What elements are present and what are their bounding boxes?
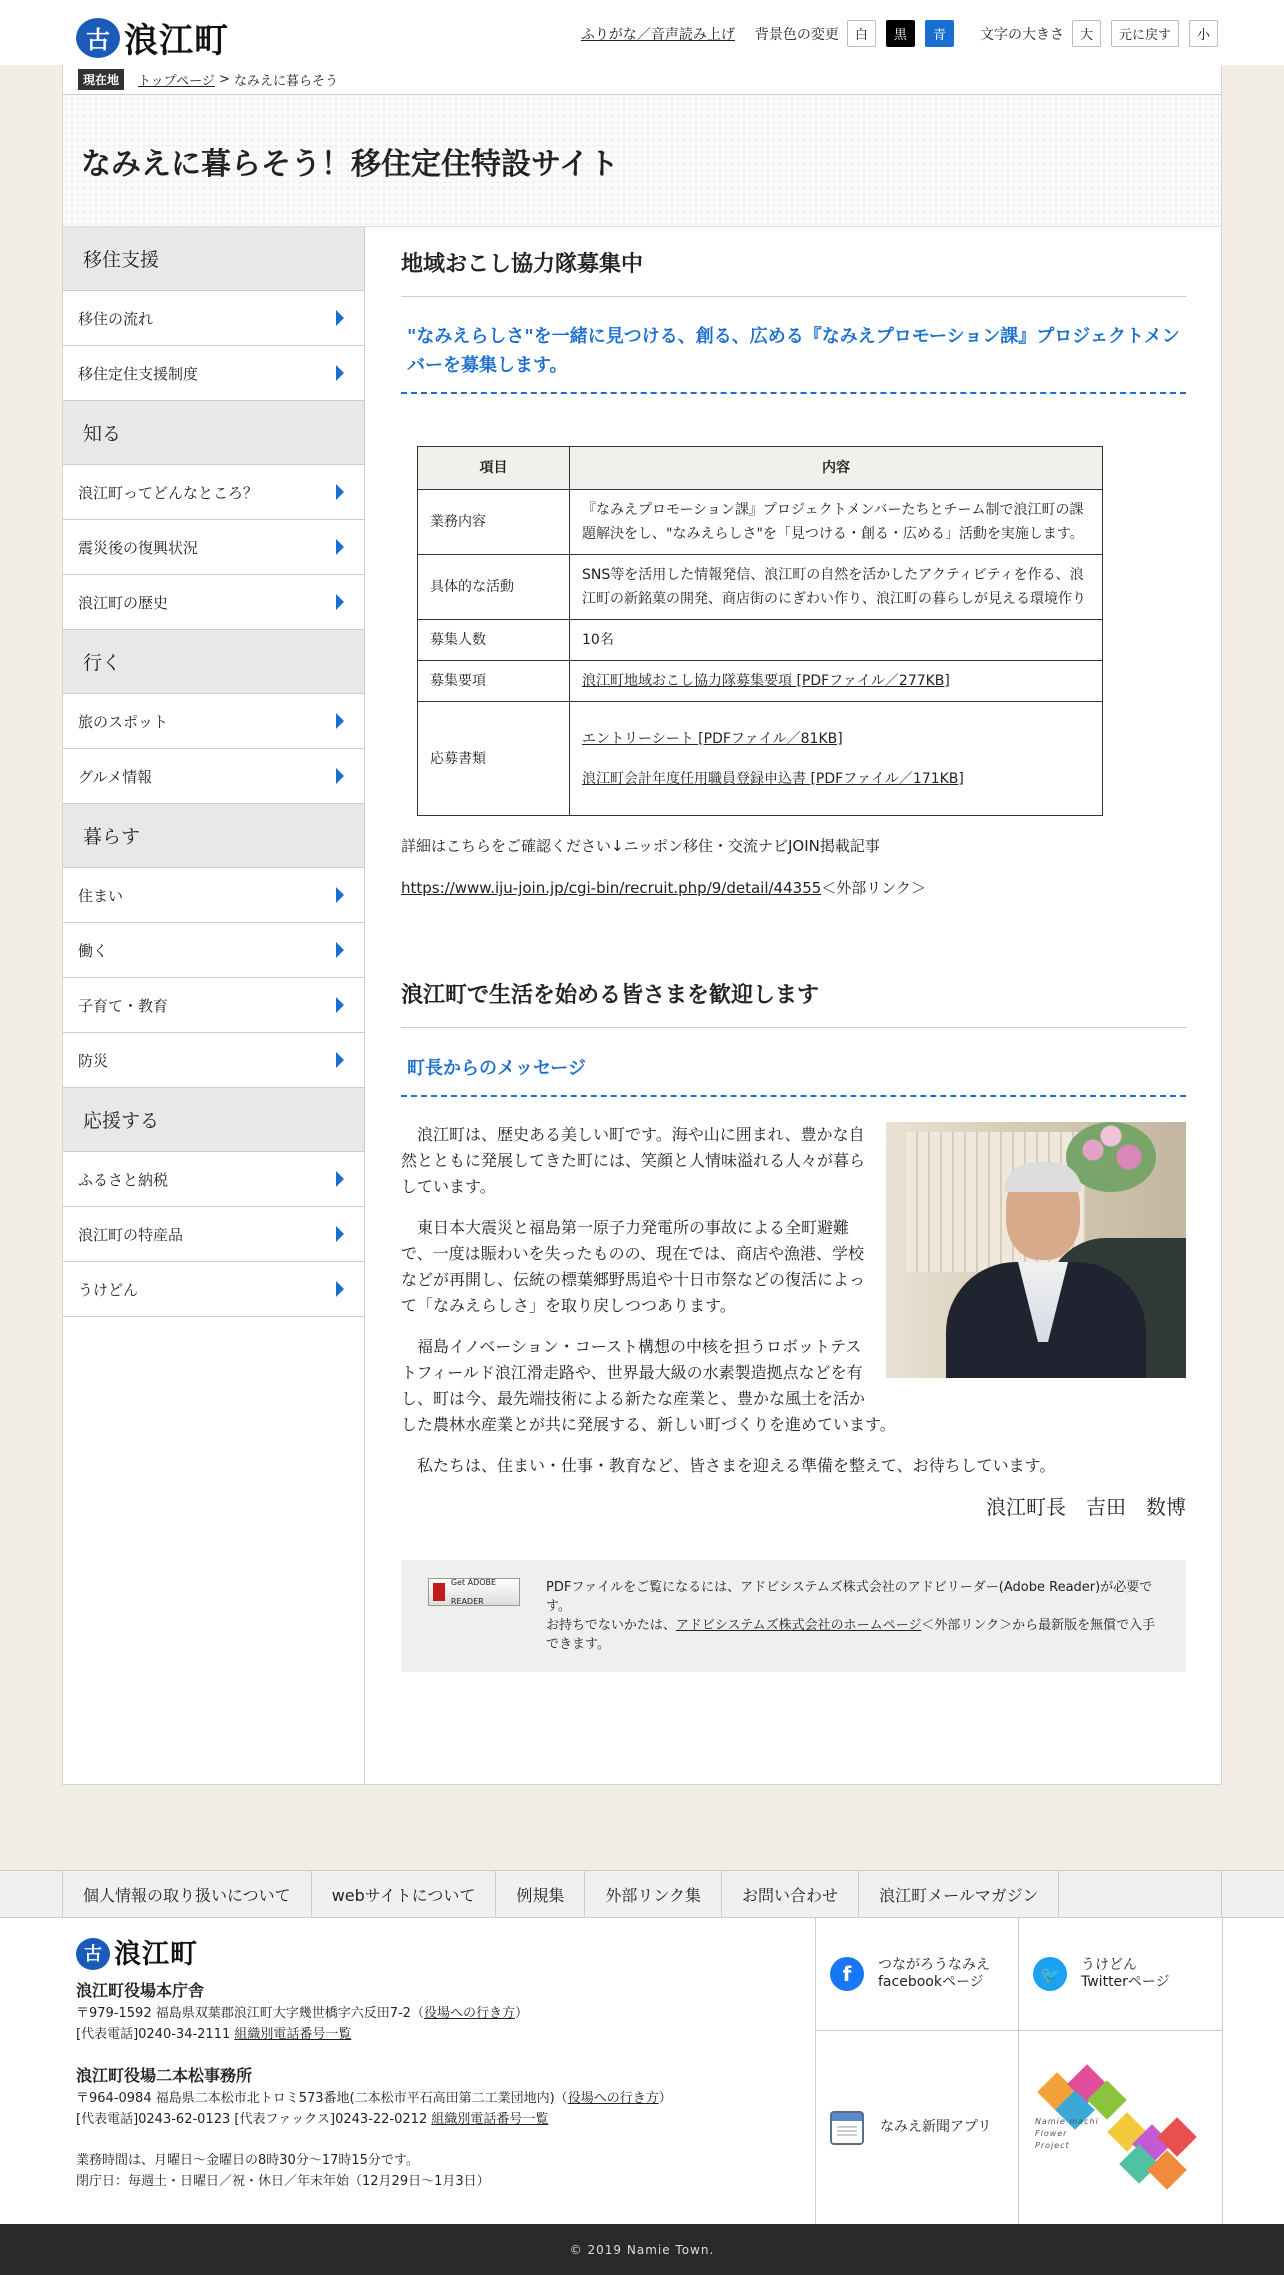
office1-access-link[interactable]: 役場への行き方 [423,2006,515,2021]
breadcrumb [63,65,1221,95]
sidebar [63,227,364,1317]
footer-links-grid [815,1918,1222,2224]
table-cell-key: 応募書類 [418,702,570,816]
font-reset-button[interactable]: 元に戻す [1111,20,1179,47]
section-title-recruit: 地域おこし協力隊募集中 [401,227,1186,297]
arrow-right-icon [336,365,344,381]
breadcrumb-here-badge: 現在地 [78,69,124,90]
office1-address-line [76,2003,672,2024]
sidebar-item-label: 働く [78,941,109,960]
accessibility-tools [581,20,1218,47]
table-cell-key: 募集人数 [418,620,570,661]
arrow-right-icon [336,887,344,903]
sidebar-item-label: ふるさと納税 [78,1170,169,1189]
sidebar-item-label: 移住定住支援制度 [78,364,199,383]
site-footer [0,1918,1284,2224]
font-large-button[interactable]: 大 [1072,20,1101,47]
office2-tel-line [76,2109,672,2130]
facebook-icon: f [830,1957,864,1991]
office1-tel: [代表電話]0240-34-2111 [76,2027,231,2042]
footer-nav [0,1870,1284,1918]
sidebar-item-history[interactable] [63,575,364,630]
site-header [0,0,1284,65]
sidebar-item-label: うけどん [78,1280,139,1299]
footer-contact [76,1938,672,2192]
message-paragraph: 私たちは、住まい・仕事・教育など、皆さまを迎える準備を整えて、お待ちしています。 [417,1456,1056,1475]
table-cell-value [570,661,1103,702]
facebook-sublabel: facebookページ [878,1974,984,1990]
sidebar-item-work[interactable] [63,923,364,978]
bg-blue-button[interactable]: 青 [925,20,954,47]
office2-name: 浪江町役場二本松事務所 [76,2066,253,2085]
message-paragraph: 浪江町は、歴史ある美しい町です。海や山に囲まれ、豊かな自然とともに発展してきた町には、笑顔と人情味溢れる人々が暮らしています。 [401,1125,866,1196]
external-link-note: ＜外部リンク＞ [821,879,926,897]
message-paragraph: 東日本大震災と福島第一原子力発電所の事故による全町避難で、一度は賑わいを失ったものの、現在では、商店や漁港、学校などが再開し、伝統の標葉郷野馬追や十日市祭などの復活によって「なみえらしさ」を取り戻しつつあります。 [401,1218,866,1315]
adobe-homepage-link[interactable]: アドビシステムズ株式会社のホームページ [675,1618,922,1633]
section-subtitle-mayor: 町長からのメッセージ [401,1028,1186,1097]
closed-days: 閉庁日：毎週土・日曜日／祝・休日／年末年始（12月29日～1月3日） [76,2174,490,2189]
copyright: © 2019 Namie Town. [0,2224,1284,2275]
office2-address: 〒964-0984 福島県二本松市北トロミ573番地(二本松市平石高田第二工業団地内)（ [76,2091,568,2106]
sidebar-heading: 行く [63,630,364,694]
table-cell-value [570,702,1103,816]
table-header-row [418,447,1103,490]
facebook-label: つながろうなみえ [878,1957,990,1973]
guideline-pdf-link[interactable]: 浪江町地域おこし協力隊募集要項 [PDFファイル／277KB] [582,673,950,689]
twitter-sublabel: Twitterページ [1081,1974,1170,1990]
arrow-right-icon [336,1226,344,1242]
footer-link-mailmagazine[interactable]: 浪江町メールマガジン [859,1871,1059,1917]
table-row [418,555,1103,620]
newspaper-app-label: なみえ新聞アプリ [880,2119,992,2135]
table-row [418,661,1103,702]
flower-project-link[interactable] [1019,2031,1223,2224]
sidebar-item-recovery[interactable] [63,520,364,575]
bg-black-button[interactable]: 黒 [886,20,915,47]
twitter-label: うけどん [1081,1957,1137,1973]
table-cell-key: 募集要項 [418,661,570,702]
flower-project-text: Namie machi Flower Project [1035,2116,1099,2150]
footer-link-privacy[interactable]: 個人情報の取り扱いについて [63,1871,312,1917]
arrow-right-icon [336,539,344,555]
get-adobe-reader-label: Get ADOBE READER [450,1578,497,1606]
pdf-notice-suffix: から最新版を無償で入手できます。 [546,1618,1156,1652]
read-aloud-link[interactable]: ふりがな／音声読み上げ [580,26,735,43]
pdf-notice-line2 [546,1616,1162,1654]
table-row [418,620,1103,661]
join-detail-link[interactable]: https://www.iju-join.jp/cgi-bin/recruit.php/9/detail/44355 [401,879,822,897]
detail-text: 詳細はこちらをご確認ください↓ニッポン移住・交流ナビJOIN掲載記事 [401,837,880,855]
office1-phone-list-link[interactable]: 組織別電話番号一覧 [234,2027,352,2042]
sidebar-item-label: グルメ情報 [78,767,153,786]
office1-address: 〒979-1592 福島県双葉郡浪江町大字幾世橋字六反田7-2（ [76,2006,424,2021]
sidebar-item-label: 移住の流れ [78,309,154,328]
sidebar-item-support[interactable] [63,346,364,401]
arrow-right-icon [336,1171,344,1187]
section-title-welcome: 浪江町で生活を始める皆さまを歓迎します [401,958,1186,1028]
bg-color-label: 背景色の変更 [754,26,839,43]
footer-logo-text: 浪江町 [114,1938,198,1970]
sidebar-item-about[interactable] [63,465,364,520]
office2-tel: [代表電話]0243-62-0123 [代表ファックス]0243-22-0212 [76,2112,428,2127]
flower-project-logo [1033,2068,1208,2188]
office2-phone-list-link[interactable]: 組織別電話番号一覧 [431,2112,549,2127]
arrow-right-icon [336,1052,344,1068]
sidebar-heading: 暮らす [63,804,364,868]
paren-close: ） [514,2006,528,2021]
sidebar-heading: 応援する [63,1088,364,1152]
mayor-signature: 浪江町長 吉田 数博 [986,1495,1186,1519]
site-logo[interactable] [76,13,229,62]
twitter-icon: 🐦 [1033,1957,1067,1991]
hero-banner [63,95,1221,227]
section-subtitle-recruit: "なみえらしさ"を一緒に見つける、創る、広める『なみえプロモーション課』プロジェクトメンバーを募集します。 [401,297,1186,394]
page-title: なみえに暮らそう！移住定住特設サイト [81,146,619,182]
pdf-notice-text [546,1578,1162,1654]
table-cell-key: 業務内容 [418,490,570,555]
recruit-table [417,446,1103,816]
sidebar-heading: 知る [63,401,364,465]
mayor-message [401,1122,1186,1520]
pdf-notice [401,1560,1186,1672]
registration-form-pdf-link[interactable]: 浪江町会計年度任用職員登録申込書 [PDFファイル／171KB] [582,770,964,787]
office2-address-line [76,2088,672,2109]
sidebar-item-flow[interactable] [63,291,364,346]
main-content [364,227,1222,1785]
message-paragraph: 福島イノベーション・コースト構想の中核を担うロボットテストフィールド浪江滑走路や、世界最大級の水素製造拠点などを有し、町は今、最先端技術による新たな産業と、豊かな風土を活かした農林水産業とが共に発展する、新しい町づくりを進めています。 [401,1337,896,1434]
sidebar-item-products[interactable] [63,1207,364,1262]
sidebar-item-label: 子育て・教育 [78,996,169,1015]
sidebar-item-housing[interactable] [63,868,364,923]
sidebar-item-gourmet[interactable] [63,749,364,804]
office1-name: 浪江町役場本庁舎 [76,1981,205,2000]
sidebar-heading: 移住支援 [63,227,364,291]
entry-sheet-pdf-link[interactable]: エントリーシート [PDFファイル／81KB] [582,730,843,747]
table-header-item: 項目 [418,447,570,490]
town-emblem-icon: 古 [76,18,120,58]
office2-access-link[interactable]: 役場への行き方 [567,2091,659,2106]
get-adobe-reader-button[interactable] [428,1578,520,1606]
mayor-photo [886,1122,1186,1378]
sidebar-item-ukedon[interactable] [63,1262,364,1317]
sidebar-item-label: 浪江町ってどんなところ？ [78,483,259,502]
sidebar-item-label: 防災 [78,1051,109,1070]
footer-link-regulations[interactable]: 例規集 [496,1871,585,1917]
pdf-notice-line1: PDFファイルをご覧になるには、アドビシステムズ株式会社のアドビリーダー(Adobe Reader)が必要です。 [546,1580,1153,1614]
font-size-label: 文字の大きさ [979,26,1064,43]
sidebar-item-education[interactable] [63,978,364,1033]
arrow-right-icon [336,768,344,784]
logo-text: 浪江町 [124,21,229,61]
font-small-button[interactable]: 小 [1189,20,1218,47]
sidebar-item-label: 浪江町の特産品 [78,1225,184,1244]
table-cell-value: 『なみえプロモーション課』プロジェクトメンバーたちとチーム制で浪江町の課題解決をし、"なみえらしさ"を「見つける・創る・広める」活動を実施します。 [570,490,1103,555]
office-hours: 業務時間は、月曜日～金曜日の8時30分～17時15分です。 [76,2153,419,2168]
table-cell-key: 具体的な活動 [418,555,570,620]
content-container [62,65,1222,1785]
arrow-right-icon [336,713,344,729]
town-emblem-icon: 古 [76,1938,110,1970]
arrow-right-icon [336,1281,344,1297]
arrow-right-icon [336,594,344,610]
pdf-notice-prefix: お持ちでないかたは、 [546,1618,676,1633]
bg-white-button[interactable]: 白 [847,20,876,47]
arrow-right-icon [336,310,344,326]
breadcrumb-current: なみえに暮らそう [234,74,339,89]
paren-close: ） [658,2091,672,2106]
sidebar-item-label: 震災後の復興状況 [78,538,199,557]
detail-link-line [401,876,1186,900]
sidebar-item-label: 住まい [78,886,124,905]
footer-link-contact[interactable]: お問い合わせ [722,1871,859,1917]
sidebar-item-disaster[interactable] [63,1033,364,1088]
sidebar-item-label: 浪江町の歴史 [78,593,169,612]
external-link-note: ＜外部リンク＞ [921,1618,1013,1633]
table-row [418,490,1103,555]
arrow-right-icon [336,942,344,958]
table-cell-value: 10名 [570,620,1103,661]
table-row [418,702,1103,816]
facebook-link[interactable] [816,1918,1019,2031]
breadcrumb-top-link[interactable]: トップページ [138,74,215,89]
office1-tel-line [76,2024,672,2045]
pdf-icon [433,1583,445,1601]
arrow-right-icon [336,484,344,500]
footer-link-external[interactable]: 外部リンク集 [585,1871,722,1917]
breadcrumb-separator: > [214,72,235,87]
newspaper-app-icon [830,2111,864,2145]
sidebar-item-spots[interactable] [63,694,364,749]
footer-link-website[interactable]: webサイトについて [312,1871,497,1917]
arrow-right-icon [336,997,344,1013]
table-header-content: 内容 [570,447,1103,490]
sidebar-item-label: 旅のスポット [78,712,169,731]
sidebar-item-furusato[interactable] [63,1152,364,1207]
twitter-link[interactable] [1019,1918,1223,2031]
footer-logo[interactable] [76,1938,672,1970]
newspaper-app-link[interactable] [816,2031,1019,2224]
table-cell-value: SNS等を活用した情報発信、浪江町の自然を活かしたアクティビティを作る、浪江町の新銘菓の開発、商店街のにぎわい作り、浪江町の暮らしが見える環境作り [570,555,1103,620]
